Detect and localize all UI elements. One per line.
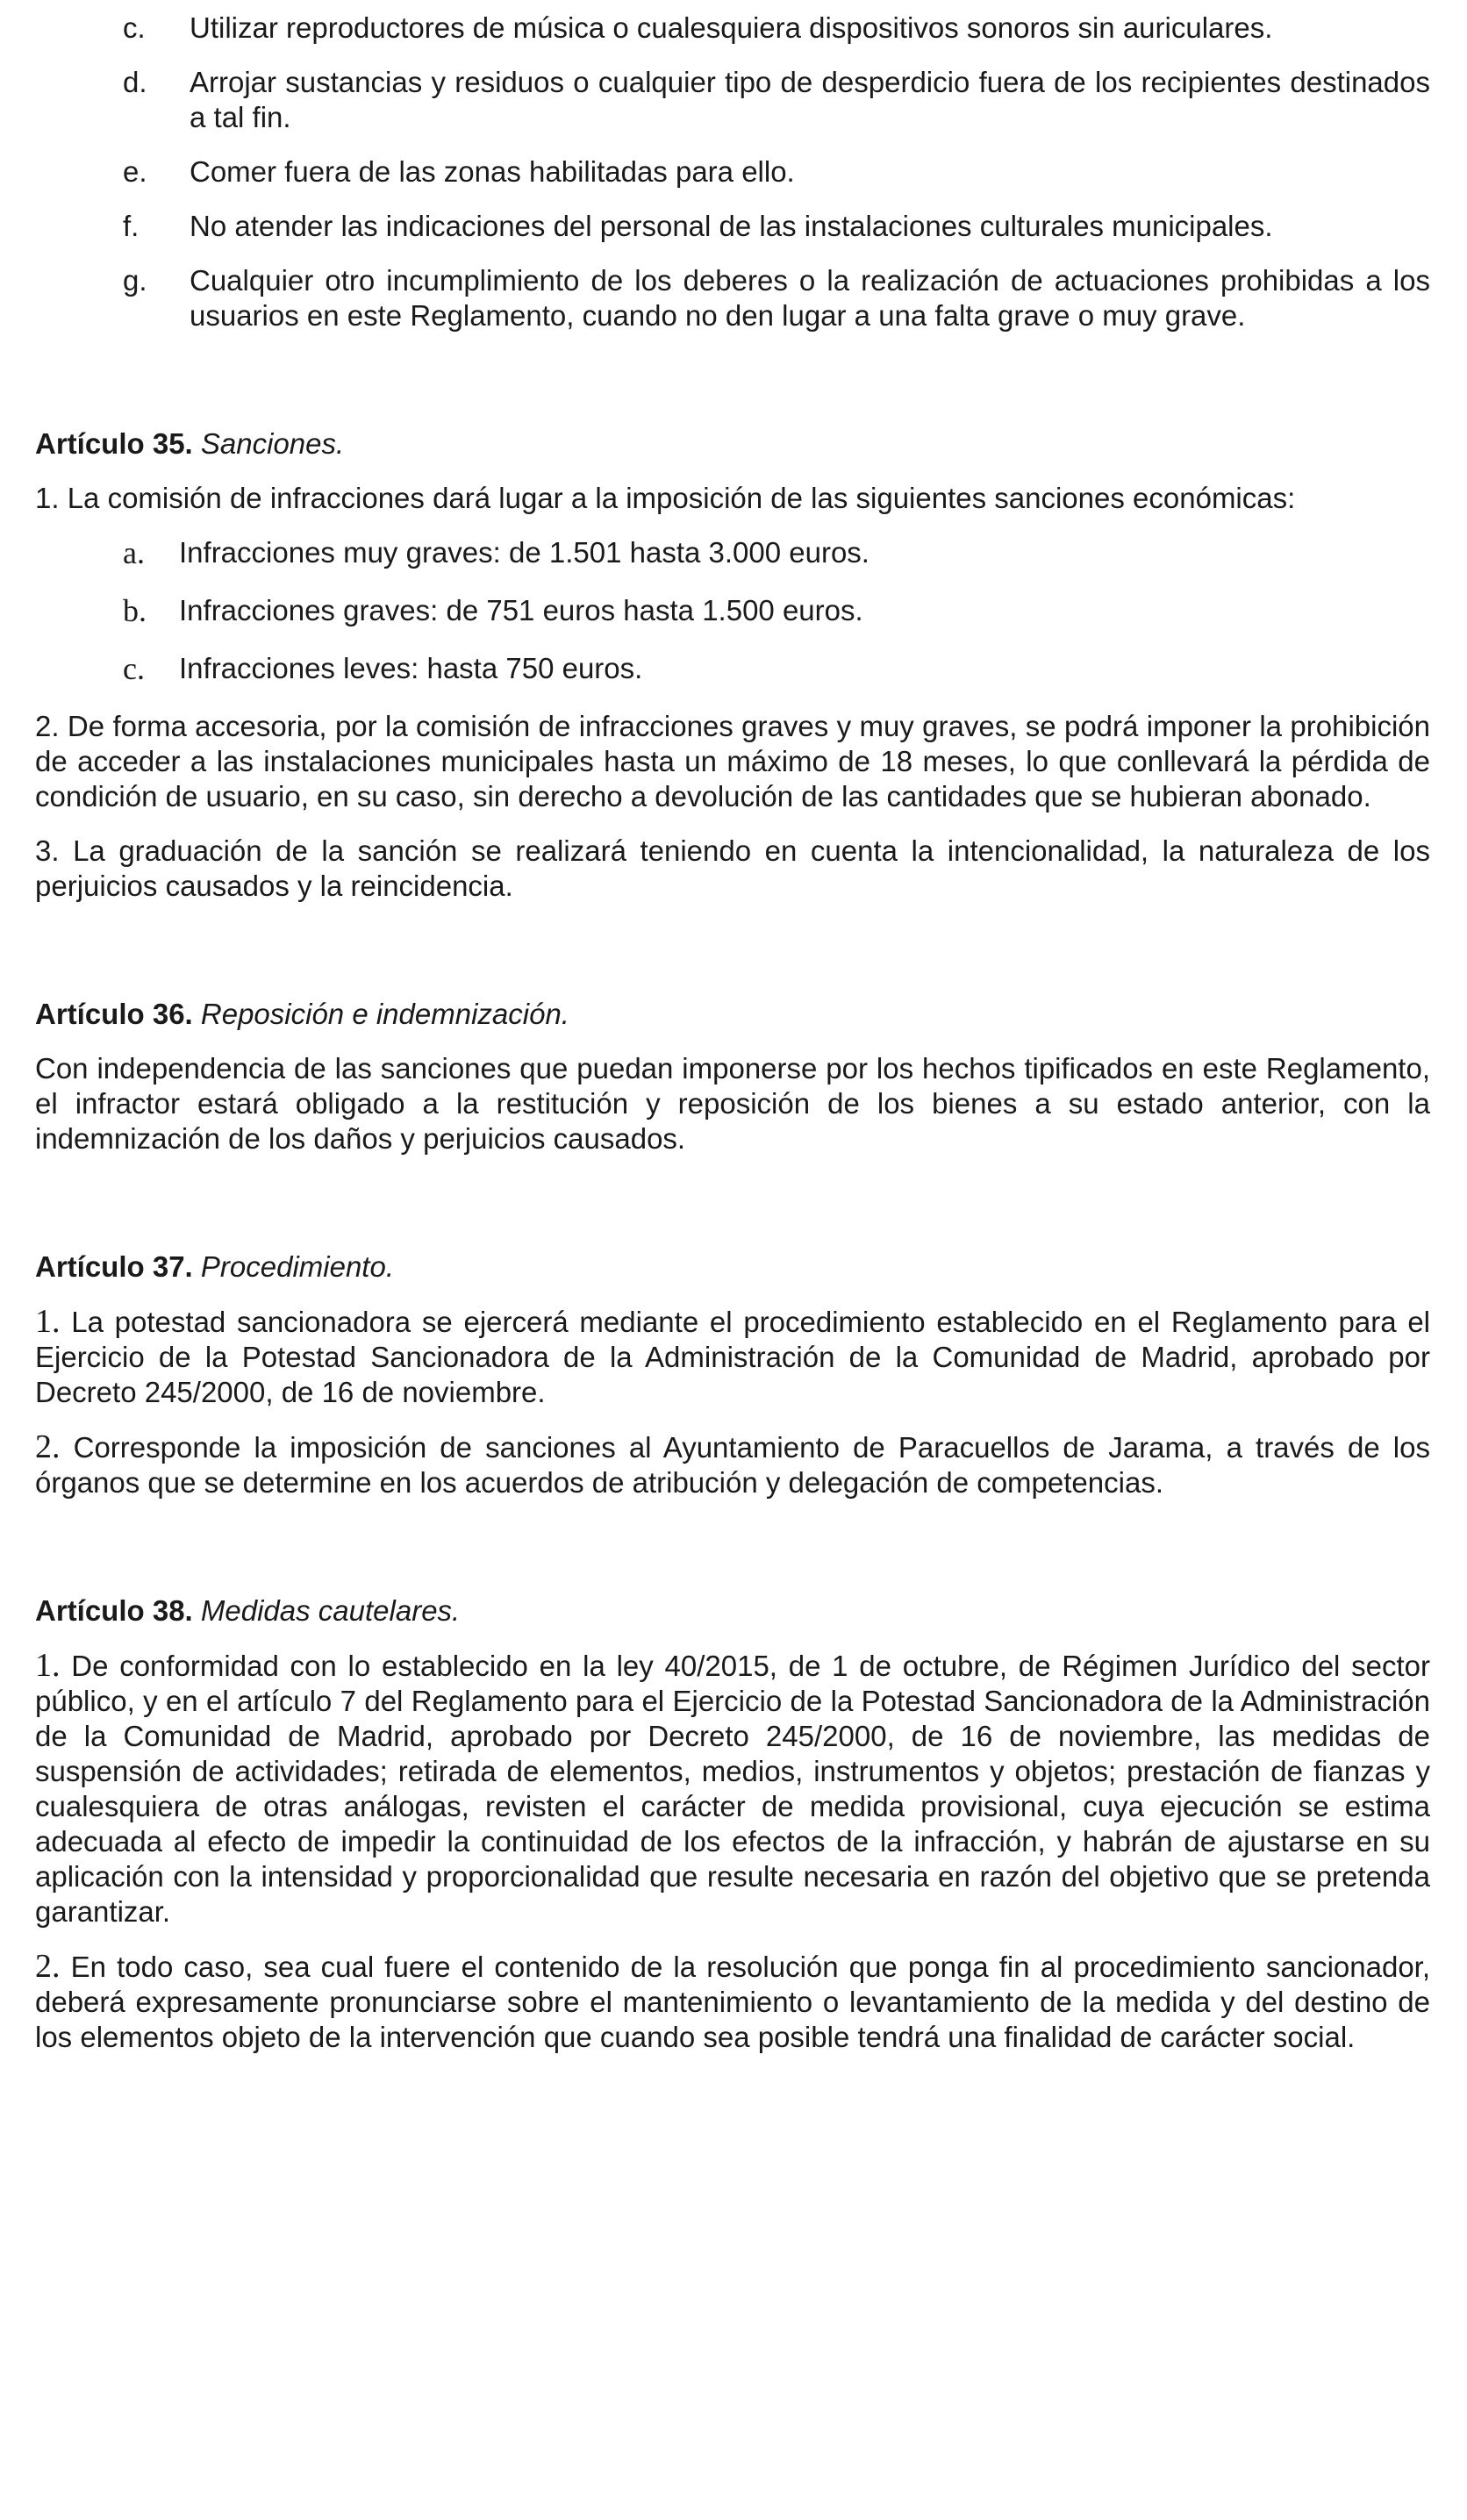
- article-37-heading: [35, 1249, 1430, 1285]
- article-title: Sanciones.: [200, 427, 345, 460]
- article-35-paragraph-3: 3. La graduación de la sanción se realizará teniendo en cuenta la intencionalidad, la naturaleza de los perjuicios causados y la reincidencia.: [35, 834, 1430, 902]
- article-36-heading: [35, 997, 1430, 1032]
- list-item: [35, 209, 1430, 244]
- article-label: Artículo 37.: [35, 1250, 193, 1283]
- list-text: Utilizar reproductores de música o cualesquiera dispositivos sonoros sin auriculares.: [190, 11, 1273, 44]
- list-text: Cualquier otro incumplimiento de los deberes o la realización de actuaciones prohibidas a los usuarios en este Reglamento, cuando no den lugar a una falta grave o muy grave.: [190, 264, 1430, 332]
- list-marker: a.: [123, 535, 145, 570]
- list-item: [35, 11, 1430, 46]
- article-35-paragraph-1: 1. La comisión de infracciones dará lugar a la imposición de las siguientes sanciones económicas:: [35, 482, 1296, 514]
- article-37-paragraph-2: [35, 1429, 1430, 1500]
- article-38-paragraph-1: [35, 1648, 1430, 1929]
- list-text: Comer fuera de las zonas habilitadas para ello.: [190, 155, 795, 188]
- list-marker: c.: [123, 651, 145, 686]
- list-text: No atender las indicaciones del personal de las instalaciones culturales municipales.: [190, 210, 1273, 242]
- paragraph-number: 1.: [35, 1303, 61, 1340]
- list-item: [35, 154, 1430, 190]
- list-text: Infracciones leves: hasta 750 euros.: [179, 652, 643, 684]
- paragraph-number: 2.: [35, 1428, 61, 1465]
- list-marker: b.: [123, 593, 147, 628]
- list-marker: c.: [123, 11, 146, 44]
- paragraph-number: 2.: [35, 1948, 61, 1985]
- list-item: [35, 593, 1430, 628]
- article-35-heading: [35, 426, 1430, 462]
- list-marker: e.: [123, 155, 147, 188]
- paragraph-number: 1.: [35, 1647, 61, 1684]
- document-page: [35, 0, 1430, 2074]
- article-label: Artículo 38.: [35, 1594, 193, 1627]
- list-item: [35, 263, 1430, 333]
- list-marker: g.: [123, 264, 147, 297]
- article-title: Procedimiento.: [200, 1250, 394, 1283]
- paragraph-text: La potestad sancionadora se ejercerá mediante el procedimiento establecido en el Reglamento para el Ejercicio de la Potestad Sancionadora de la Administración de la Comunidad de Madrid, aprobado por Decreto 245/2000, de 16 de noviembre.: [35, 1306, 1430, 1408]
- paragraph-text: De conformidad con lo establecido en la ley 40/2015, de 1 de octubre, de Régimen Jurídico del sector público, y en el artículo 7 del Reglamento para el Ejercicio de la Potestad Sancionadora de la Administración de la Comunidad de Madrid, aprobado por Decreto 245/2000, de 16 de noviembre, las medidas de suspensión de actividades; retirada de elementos, medios, instrumentos y objetos; prestación de fianzas y cualesquiera de otras análogas, revisten el carácter de medida provisional, cuya ejecución se estima adecuada al efecto de impedir la continuidad de los efectos de la infracción, y habrán de ajustarse en su aplicación con la intensidad y proporcionalidad que resulte necesaria en razón del objetivo que se pretenda garantizar.: [35, 1650, 1430, 1928]
- article-35-paragraph-2: 2. De forma accesoria, por la comisión de infracciones graves y muy graves, se podrá imponer la prohibición de acceder a las instalaciones municipales hasta un máximo de 18 meses, lo que conllevará la pérdida de condición de usuario, en su caso, sin derecho a devolución de las cantidades que se hubieran abonado.: [35, 710, 1430, 813]
- paragraph-text: Corresponde la imposición de sanciones al Ayuntamiento de Paracuellos de Jarama, a través de los órganos que se determine en los acuerdos de atribución y delegación de competencias.: [35, 1431, 1430, 1499]
- list-marker: d.: [123, 66, 147, 98]
- sanctions-list: [35, 535, 1430, 686]
- list-item: [35, 651, 1430, 686]
- list-text: Infracciones muy graves: de 1.501 hasta 3.000 euros.: [179, 536, 869, 569]
- list-text: Arrojar sustancias y residuos o cualquier tipo de desperdicio fuera de los recipientes destinados a tal fin.: [190, 66, 1430, 133]
- article-label: Artículo 35.: [35, 427, 193, 460]
- article-38-heading: [35, 1593, 1430, 1629]
- list-item: [35, 535, 1430, 570]
- article-title: Reposición e indemnización.: [200, 998, 569, 1030]
- article-38-paragraph-2: [35, 1949, 1430, 2055]
- article-37-paragraph-1: [35, 1304, 1430, 1410]
- article-label: Artículo 36.: [35, 998, 193, 1030]
- list-text: Infracciones graves: de 751 euros hasta 1.500 euros.: [179, 594, 863, 626]
- infractions-list: [35, 0, 1430, 333]
- list-item: [35, 65, 1430, 135]
- list-marker: f.: [123, 210, 140, 242]
- article-title: Medidas cautelares.: [200, 1594, 461, 1627]
- paragraph-text: En todo caso, sea cual fuere el contenido de la resolución que ponga fin al procedimiento sancionador, deberá expresamente pronunciarse sobre el mantenimiento o levantamiento de la medida y del destino de los elementos objeto de la intervención que cuando sea posible tendrá una finalidad de carácter social.: [35, 1951, 1431, 2053]
- article-36-paragraph-1: Con independencia de las sanciones que puedan imponerse por los hechos tipificados en este Reglamento, el infractor estará obligado a la restitución y reposición de los bienes a su estado anterior, con la indemnización de los daños y perjuicios causados.: [35, 1052, 1430, 1155]
